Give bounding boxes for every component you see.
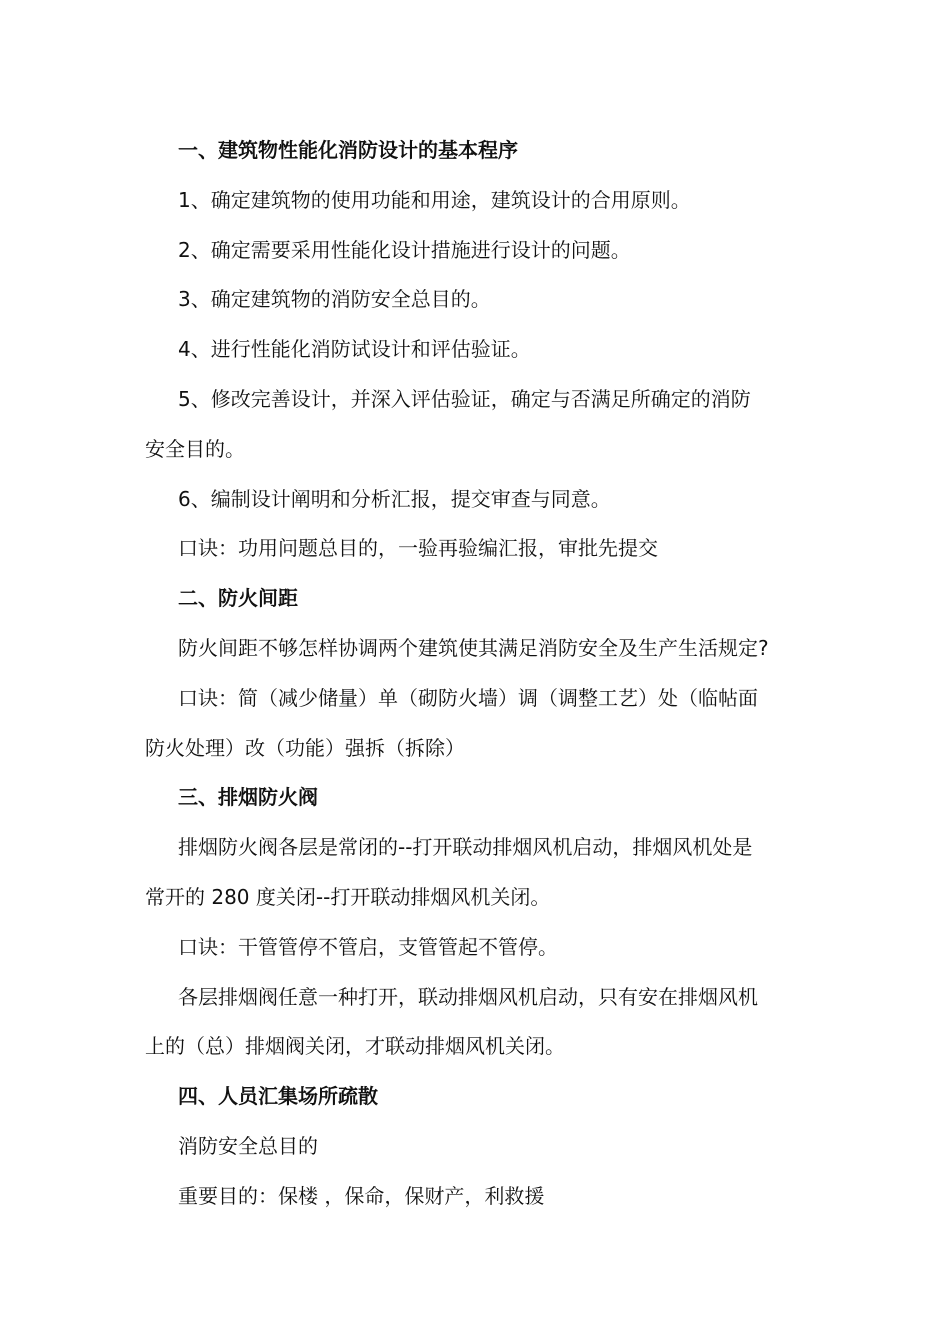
- step-4: 4、进行性能化消防试设计和评估验证。: [178, 337, 531, 362]
- mnemonic-2-continued: 防火处理）改（功能）强拆（拆除）: [145, 735, 465, 760]
- step-5-continued: 安全目的。: [145, 436, 245, 461]
- paragraph-damper-2-continued: 上的（总）排烟阀关闭，才联动排烟风机关闭。: [145, 1034, 565, 1059]
- section-heading-1: 一、建筑物性能化消防设计的基本程序: [178, 138, 518, 162]
- paragraph-damper: 排烟防火阀各层是常闭的--打开联动排烟风机启动，排烟风机处是: [178, 835, 753, 860]
- section-heading-3: 三、排烟防火阀: [178, 785, 318, 810]
- mnemonic-2: 口诀：简（减少储量）单（砌防火墙）调（调整工艺）处（临帖面: [178, 685, 758, 710]
- step-2: 2、确定需要采用性能化设计措施进行设计的问题。: [178, 237, 631, 262]
- step-6: 6、编制设计阐明和分析汇报，提交审查与同意。: [178, 486, 611, 511]
- mnemonic-1: 口诀：功用问题总目的，一验再验编汇报，审批先提交: [178, 536, 658, 561]
- paragraph-safety-goal: 消防安全总目的: [178, 1133, 318, 1158]
- paragraph-damper-2: 各层排烟阀任意一种打开，联动排烟风机启动，只有安在排烟风机: [178, 984, 758, 1009]
- step-1: 1、确定建筑物的使用功能和用途，建筑设计的合用原则。: [178, 187, 691, 212]
- paragraph-damper-continued: 常开的 280 度关闭--打开联动排烟风机关闭。: [145, 884, 551, 909]
- paragraph-main-goals: 重要目的：保楼 ，保命，保财产，利救援: [178, 1183, 545, 1208]
- section-heading-2: 二、防火间距: [178, 586, 298, 611]
- paragraph-fire-spacing: 防火间距不够怎样协调两个建筑使其满足消防安全及生产生活规定?: [178, 635, 769, 660]
- mnemonic-3: 口诀：干管管停不管启，支管管起不管停。: [178, 934, 558, 959]
- document-body: [145, 126, 815, 1222]
- step-5: 5、修改完善设计，并深入评估验证，确定与否满足所确定的消防: [178, 386, 751, 411]
- section-heading-4: 四、人员汇集场所疏散: [178, 1084, 378, 1109]
- step-3: 3、确定建筑物的消防安全总目的。: [178, 287, 491, 312]
